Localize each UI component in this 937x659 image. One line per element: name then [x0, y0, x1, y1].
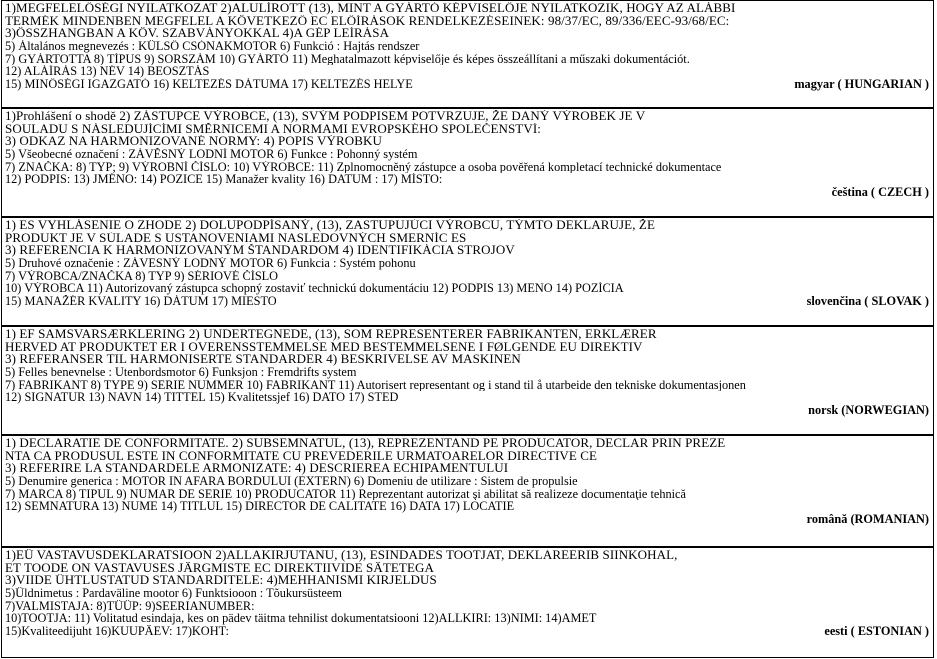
text-line: 3)ÖSSZHANGBAN A KÖV. SZABVÁNYOKKAL 4)A GÉP LEÍRÁSA — [5, 27, 390, 41]
text-line: 12) PODPIS: 13) JMÉNO: 14) POZICE 15) Manažer kvality 16) DATUM : 17) MÍSTO: — [5, 173, 443, 187]
text-line: 7) ZNAČKA: 8) TYP; 9) VÝROBNÍ ČÍSLO: 10) VÝROBCE: 11) Zplnomocněný zástupce a osoba pověřená kompletací technické dokumentace — [5, 160, 722, 174]
text-line: 15)Kvaliteedijuht 16)KUUPÄEV: 17)KOHT: — [5, 625, 229, 638]
language-label: română (ROMANIAN) — [806, 513, 929, 526]
text-line: 3) REFERIRE LA STANDARDELE ARMONIZATE: 4) DESCRIEREA ECHIPAMENTULUI — [5, 462, 509, 476]
text-line: ET TOODE ON VASTAVUSES JÄRGMISTE EC DIREKTIIVIDE SÄTETEGA — [5, 561, 434, 575]
text-line: SOULADU S NÁSLEDUJÍCÍMI SMĚRNICEMI A NORMAMI EVROPSKÉHO SPOLEČENSTVÍ: — [5, 122, 541, 136]
text-line: 5) Felles benevnelse : Utenbordsmotor 6) Funksjon : Fremdrifts system — [5, 366, 357, 379]
text-line-with-language — [5, 625, 929, 638]
text-line-with-language — [5, 78, 929, 91]
text-line: 1)MEGFELELŐSÉGI NYILATKOZAT 2)ALULÍROTT (13), MINT A GYÁRTÓ KÉPVISELŐJE NYILATKOZIK, HOGY AZ ALÁBBI — [5, 2, 736, 15]
text-line: HERVED AT PRODUKTET ER I OVERENSSTEMMELSE MED BESTEMMELSENE I FØLGENDE EU DIREKTIV — [5, 340, 643, 354]
text-line: 12) ALÁÍRÁS 13) NÉV 14) BEOSZTÁS — [5, 65, 210, 79]
text-line-with-language — [5, 404, 929, 417]
text-line: 1) ES VYHLÁSENIE O ZHODE 2) DOLUPODPÍSANÝ, (13), ZASTUPUJÚCI VÝROBCU, TÝMTO DEKLARUJE, ŽE — [5, 219, 655, 232]
text-line: NTA CA PRODUSUL ESTE IN CONFORMITATE CU PREVEDERILE URMATOARELOR DIRECTIVE CE — [5, 449, 598, 463]
text-line: 5) Általános megnevezés : KÜLSŐ CSÓNAKMOTOR 6) Funkció : Hajtás rendszer — [5, 40, 420, 53]
block-norwegian — [1, 326, 934, 435]
text-line: 3) REFERANSER TIL HARMONISERTE STANDARDER 4) BESKRIVELSE AV MASKINEN — [5, 353, 521, 367]
text-line: 1)Prohlášení o shodě 2) ZÁSTUPCE VÝROBCE, (13), SVÝM PODPISEM POTVRZUJE, ŽE DANÝ VÝROBEK JE V — [5, 110, 646, 123]
text-line: PRODUKT JE V SÚLADE S USTANOVENIAMI NASLEDOVNÝCH SMERNÍC ES — [5, 231, 467, 245]
text-line-with-language — [5, 186, 929, 199]
text-line: 1)EÜ VASTAVUSDEKLARATSIOON 2)ALLAKIRJUTANU, (13), ESINDADES TOOTJAT, DEKLAREERIB SIINKOHAL, — [5, 549, 678, 562]
text-line: 12) SIGNATUR 13) NAVN 14) TITTEL 15) Kvalitetssjef 16) DATO 17) STED — [5, 391, 399, 405]
block-slovak — [1, 217, 934, 326]
text-line: 10)TOOTJA: 11) Volitatud esindaja, kes on pädev täitma tehnilist dokumentatsiooni 12)ALLKIRI: 13)NIMI: 14)AMET — [5, 612, 597, 626]
text-line: 7) MARCA 8) TIPUL 9) NUMAR DE SERIE 10) PRODUCATOR 11) Reprezentant autorizat şi abilitat să realizeze documentaţie tehnică — [5, 487, 686, 501]
text-line: 5) Všeobecné označení : ZÁVĚSNÝ LODNÍ MOTOR 6) Funkce : Pohonný systém — [5, 148, 418, 161]
block-hungarian — [1, 0, 934, 108]
text-line: 1) DECLARATIE DE CONFORMITATE. 2) SUBSEMNATUL, (13), REPREZENTAND PE PRODUCATOR, DECLAR PRIN PREZE — [5, 437, 726, 450]
text-line: 7) VÝROBCA/ZNAČKA 8) TYP 9) SÉRIOVÉ ČÍSLO — [5, 269, 279, 283]
text-line: 15) MINŐSÉGI IGAZGATÓ 16) KELTEZÉS DÁTUMA 17) KELTEZÉS HELYE — [5, 78, 413, 91]
language-label: čeština ( CZECH ) — [831, 186, 929, 199]
text-line: 7)VALMISTAJA: 8)TÜÜP: 9)SEERIANUMBER: — [5, 599, 255, 613]
text-line: 5) Druhové označenie : ZÁVESNÝ LODNÝ MOTOR 6) Funkcia : Systém pohonu — [5, 257, 416, 270]
block-romanian — [1, 435, 934, 547]
text-line-with-language — [5, 295, 929, 308]
text-line: 5)Üldnimetus : Pardaväline mootor 6) Funktsiooon : Tõukursüsteem — [5, 587, 342, 600]
text-line: 1) EF SAMSVARSÆRKLERING 2) UNDERTEGNEDE, (13), SOM REPRESENTERER FABRIKANTEN, ERKLÆRER — [5, 328, 657, 341]
language-label: slovenčina ( SLOVAK ) — [806, 295, 929, 308]
text-line: 7) FABRIKANT 8) TYPE 9) SERIE NUMMER 10) FABRIKANT 11) Autorisert representant og i stand til å utarbeide den tekniske dokumentasjonen — [5, 378, 746, 392]
text-line: TERMÉK MINDENBEN MEGFELEL A KÖVETKEZŐ EC ELŐÍRÁSOK RENDELKEZÉSEINEK: 98/37/EC, 89/336/EEC-93/68/EC: — [5, 14, 730, 28]
text-line: 7) GYÁRTOTTA 8) TÍPUS 9) SORSZÁM 10) GYÁRTÓ 11) Meghatalmazott képviselője és képes összeállítani a műszaki dokumentációt. — [5, 52, 690, 66]
language-label: magyar ( HUNGARIAN ) — [794, 78, 929, 91]
language-label: eesti ( ESTONIAN ) — [824, 625, 929, 638]
text-line: 5) Denumire generica : MOTOR IN AFARA BORDULUI (EXTERN) 6) Domeniu de utilizare : Sistem de propulsie — [5, 475, 578, 488]
text-line: 3) ODKAZ NA HARMONIZOVANÉ NORMY: 4) POPIS VÝROBKU — [5, 135, 382, 149]
text-line: 15) MANAŽÉR KVALITY 16) DÁTUM 17) MIESTO — [5, 295, 277, 308]
text-line: 3) REFERENCIA K HARMONIZOVANÝM ŠTANDARDOM 4) IDENTIFIKÁCIA STROJOV — [5, 244, 515, 258]
text-line: 3)VIIDE ÜHTLUSTATUD STANDARDITELE: 4)MEHHANISMI KIRJELDUS — [5, 574, 437, 588]
language-label: norsk (NORWEGIAN) — [808, 404, 929, 417]
text-line-with-language — [5, 513, 929, 526]
block-estonian — [1, 547, 934, 658]
block-czech — [1, 108, 934, 217]
text-line: 10) VÝROBCA 11) Autorizovaný zástupca schopný zostaviť technickú dokumentáciu 12) PODPIS 13) MENO 14) POZÍCIA — [5, 282, 624, 296]
text-line: 12) SEMNATURA 13) NUME 14) TITLUL 15) DIRECTOR DE CALITATE 16) DATA 17) LOCATIE — [5, 500, 515, 514]
